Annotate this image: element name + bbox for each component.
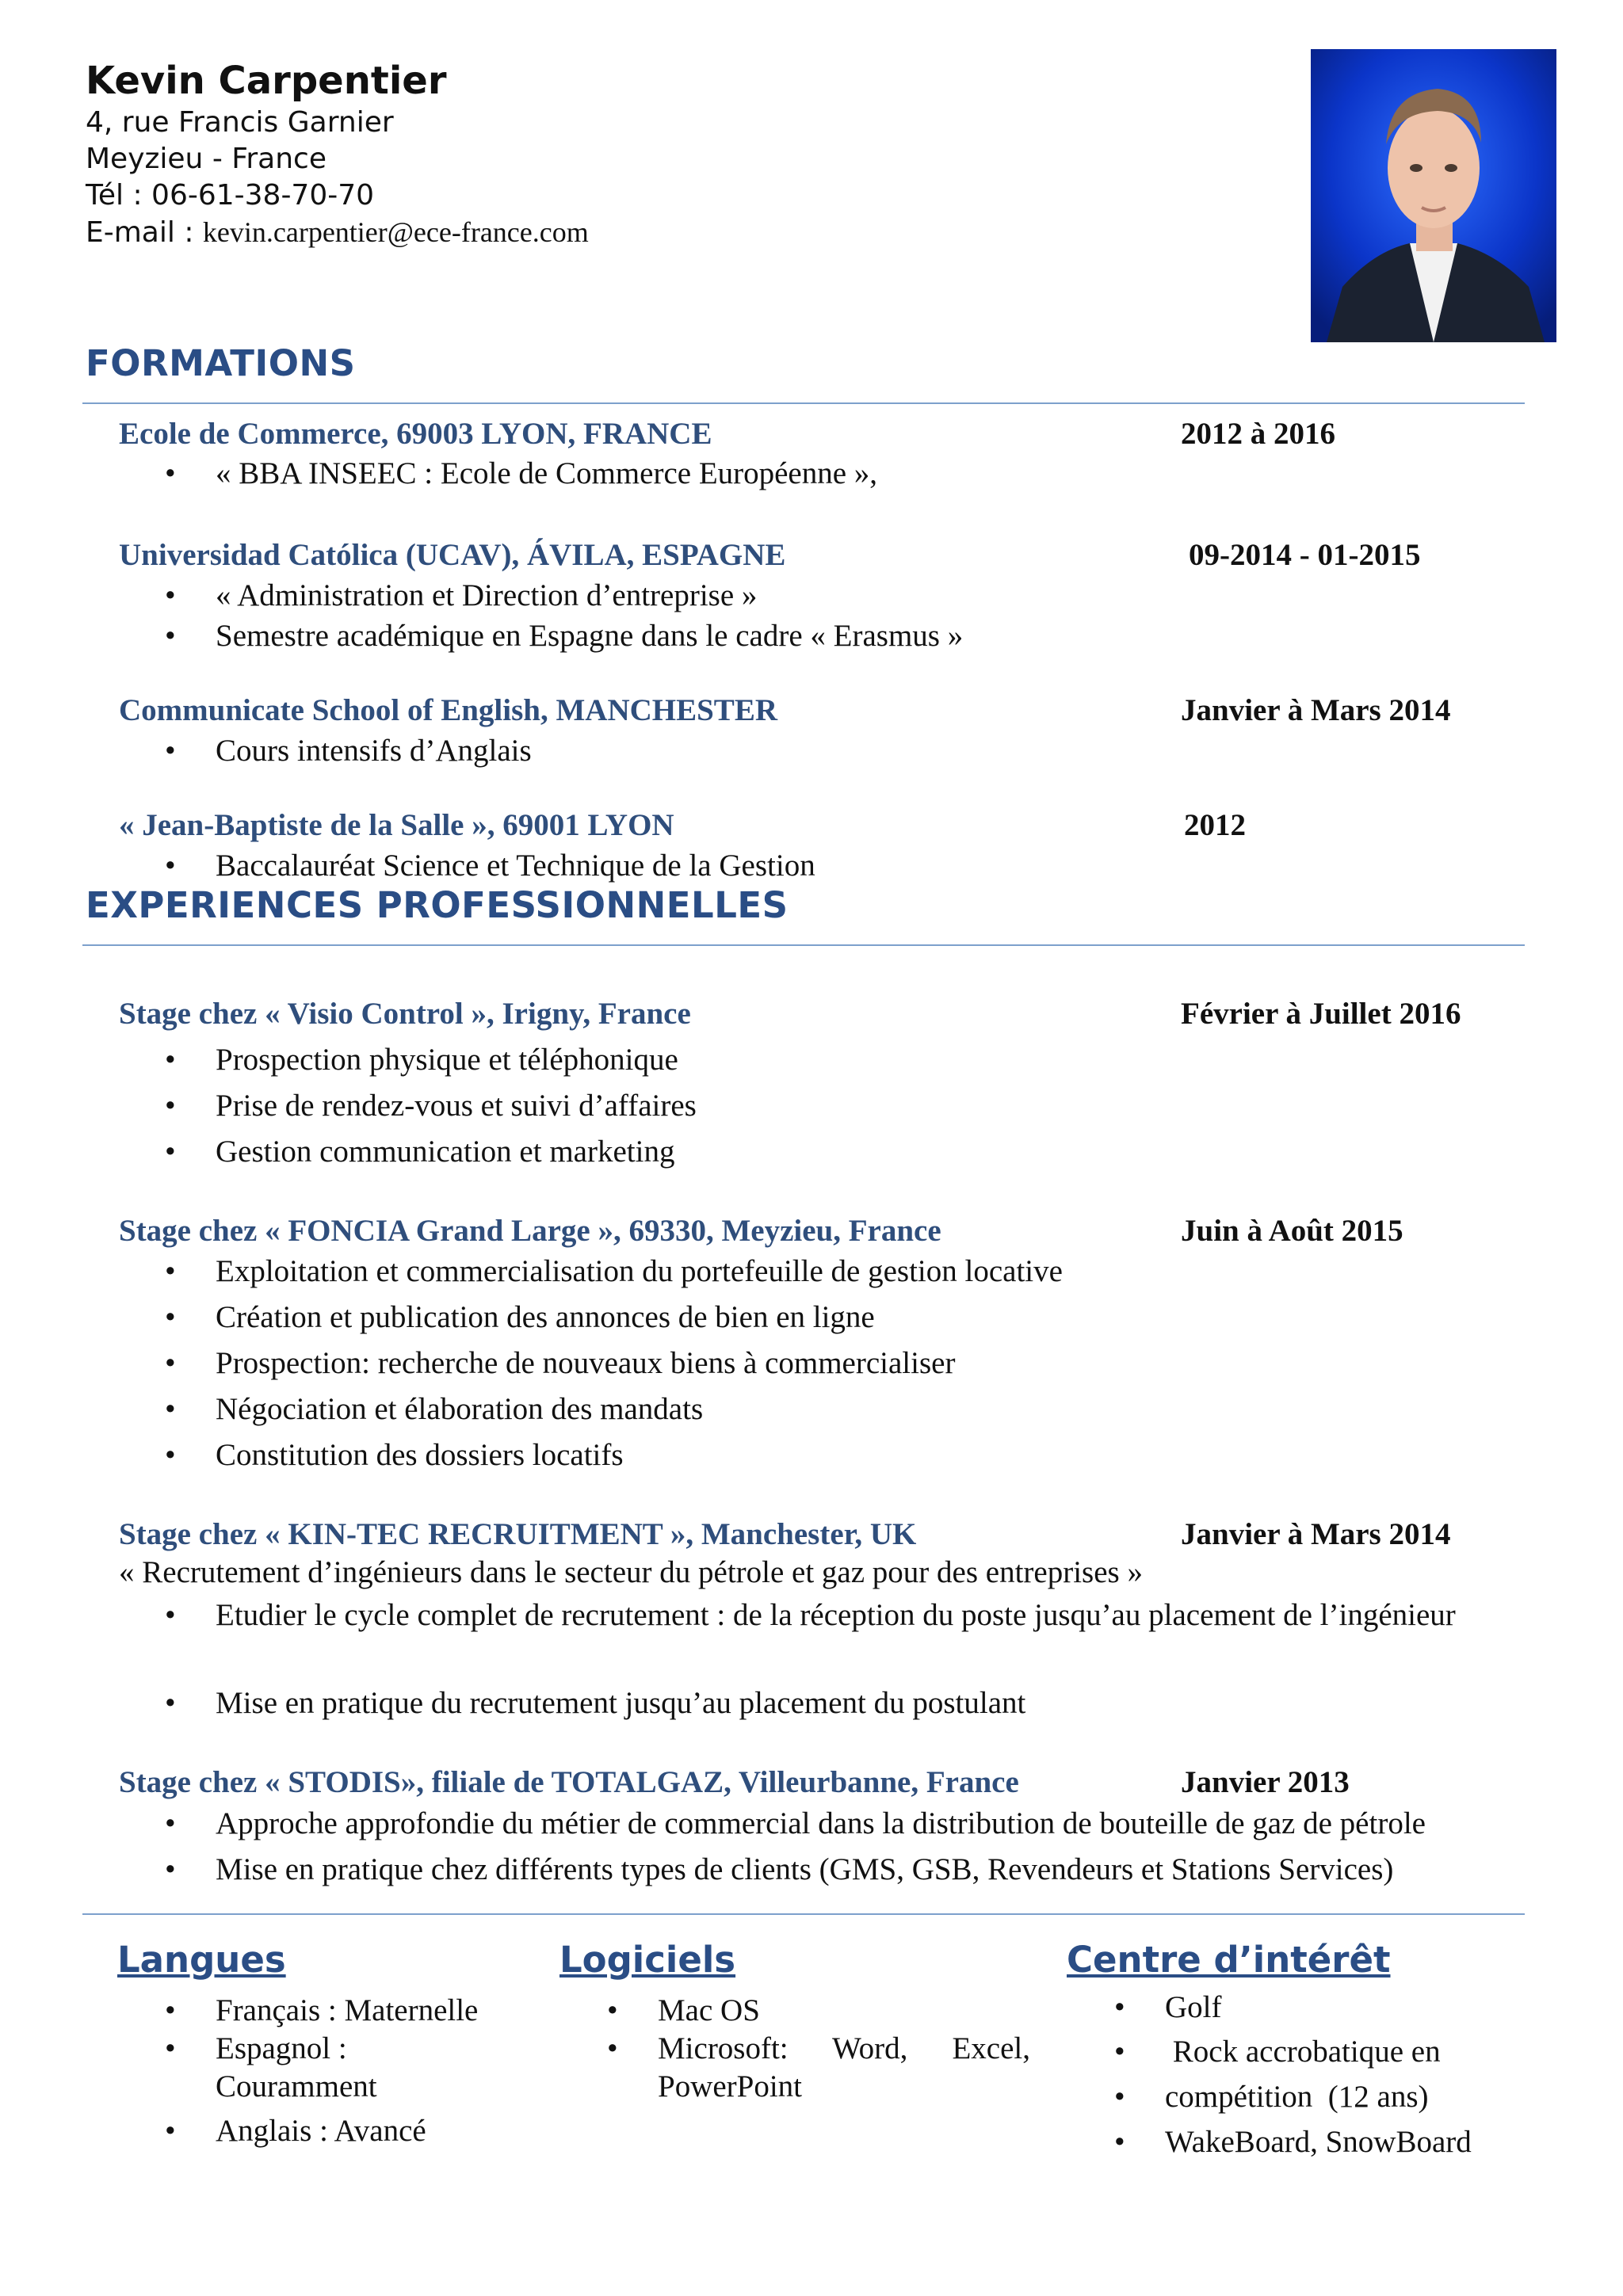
- profile-photo: [1311, 49, 1556, 342]
- bullet-dot: •: [165, 578, 176, 612]
- experience-subtitle: « Recrutement d’ingénieurs dans le secteur du pétrole et gaz pour des entreprises »: [119, 1555, 1143, 1589]
- experience-title: Stage chez « Visio Control », Irigny, France: [119, 997, 691, 1031]
- bullet-dot: •: [165, 1346, 176, 1380]
- candidate-name: Kevin Carpentier: [86, 59, 447, 103]
- interets-title: Centre d’intérêt: [1067, 1939, 1391, 1981]
- bullet-text: Mise en pratique chez différents types de clients (GMS, GSB, Revendeurs et Stations Services): [216, 1852, 1394, 1886]
- experiences-title: EXPERIENCES PROFESSIONNELLES: [86, 884, 789, 926]
- bottom-divider: [82, 1913, 1525, 1915]
- bullet-dot: •: [165, 1135, 176, 1169]
- bullet-dot: •: [165, 1254, 176, 1288]
- formation-school: Communicate School of English, MANCHESTER: [119, 693, 777, 727]
- bullet-text: Etudier le cycle complet de recrutement : de la réception du poste jusqu’au placement de l’ingénieur: [216, 1598, 1456, 1632]
- bullet-dot: •: [165, 1043, 176, 1077]
- bullet-text: Négociation et élaboration des mandats: [216, 1392, 704, 1426]
- experience-title: Stage chez « STODIS», filiale de TOTALGAZ, Villeurbanne, France: [119, 1765, 1019, 1799]
- bullet-dot: •: [165, 1852, 176, 1886]
- interet-text: compétition (12 ans): [1165, 2080, 1429, 2114]
- bullet-text: Approche approfondie du métier de commercial dans la distribution de bouteille de gaz de pétrole: [216, 1806, 1426, 1840]
- bullet-dot: •: [165, 1806, 176, 1840]
- interet-text: Golf: [1165, 1990, 1222, 2024]
- bullet-dot: •: [1114, 2125, 1125, 2159]
- bullet-dot: •: [1114, 2080, 1125, 2114]
- bullet-text: Cours intensifs d’Anglais: [216, 734, 532, 768]
- experience-date: Juin à Août 2015: [1181, 1214, 1403, 1248]
- bullet-text: Exploitation et commercialisation du portefeuille de gestion locative: [216, 1254, 1063, 1288]
- logiciel-text: Mac OS: [658, 1993, 760, 2027]
- bullet-text: Constitution des dossiers locatifs: [216, 1438, 624, 1472]
- bullet-dot: •: [165, 456, 176, 490]
- bullet-text: Création et publication des annonces de bien en ligne: [216, 1300, 875, 1334]
- bullet-dot: •: [165, 734, 176, 768]
- bullet-text: « BBA INSEEC : Ecole de Commerce Européenne »,: [216, 456, 878, 490]
- bullet-dot: •: [165, 1392, 176, 1426]
- bullet-text: Prise de rendez-vous et suivi d’affaires: [216, 1089, 697, 1123]
- bullet-text: Prospection: recherche de nouveaux biens à commercialiser: [216, 1346, 956, 1380]
- interet-text: Rock accrobatique en: [1165, 2035, 1441, 2069]
- bullet-dot: •: [165, 1300, 176, 1334]
- formations-divider: [82, 402, 1525, 404]
- bullet-text: Mise en pratique du recrutement jusqu’au placement du postulant: [216, 1686, 1026, 1720]
- logiciel-text: Microsoft: Word, Excel, PowerPoint: [658, 2031, 1030, 2103]
- bullet-text: « Administration et Direction d’entreprise »: [216, 578, 758, 612]
- bullet-dot: •: [165, 1089, 176, 1123]
- langues-title: Langues: [117, 1939, 286, 1981]
- formations-title: FORMATIONS: [86, 342, 356, 384]
- experience-date: Janvier à Mars 2014: [1181, 1517, 1451, 1551]
- logiciels-title: Logiciels: [559, 1939, 736, 1981]
- bullet-dot: •: [165, 1438, 176, 1472]
- phone: Tél : 06-61-38-70-70: [86, 179, 375, 212]
- langue-text: Espagnol : Couramment: [216, 2031, 377, 2103]
- experience-date: Janvier 2013: [1181, 1765, 1350, 1799]
- bullet-dot: •: [165, 849, 176, 883]
- bullet-dot: •: [607, 1993, 618, 2027]
- interet-text: WakeBoard, SnowBoard: [1165, 2125, 1472, 2159]
- bullet-dot: •: [1114, 1990, 1125, 2024]
- formation-school: Universidad Católica (UCAV), ÁVILA, ESPAGNE: [119, 538, 786, 572]
- formation-date: 09-2014 - 01-2015: [1189, 538, 1421, 572]
- bullet-text: Prospection physique et téléphonique: [216, 1043, 678, 1077]
- experience-title: Stage chez « KIN-TEC RECRUITMENT », Manchester, UK: [119, 1517, 917, 1551]
- experience-date: Février à Juillet 2016: [1181, 997, 1461, 1031]
- email-line: [86, 214, 589, 251]
- experiences-divider: [82, 944, 1525, 946]
- bullet-text: Gestion communication et marketing: [216, 1135, 675, 1169]
- bullet-dot: •: [607, 2031, 618, 2065]
- portrait-image: [1311, 49, 1556, 342]
- email-address: kevin.carpentier@ece-france.com: [202, 216, 589, 248]
- experience-title: Stage chez « FONCIA Grand Large », 69330, Meyzieu, France: [119, 1214, 941, 1248]
- formation-date: Janvier à Mars 2014: [1181, 693, 1451, 727]
- formation-school: « Jean-Baptiste de la Salle », 69001 LYON: [119, 808, 674, 842]
- formation-school: Ecole de Commerce, 69003 LYON, FRANCE: [119, 417, 712, 451]
- experience-bullet: [119, 1593, 1529, 1682]
- bullet-text: Semestre académique en Espagne dans le cadre « Erasmus »: [216, 619, 964, 653]
- address-line-2: Meyzieu - France: [86, 143, 327, 175]
- bullet-dot: •: [165, 1686, 176, 1720]
- formation-date: 2012 à 2016: [1181, 417, 1335, 451]
- bullet-text: Baccalauréat Science et Technique de la Gestion: [216, 849, 815, 883]
- bullet-dot: •: [165, 2114, 176, 2148]
- bullet-dot: •: [165, 619, 176, 653]
- formation-date: 2012: [1184, 808, 1246, 842]
- address-line-1: 4, rue Francis Garnier: [86, 106, 394, 139]
- bullet-dot: •: [1114, 2035, 1125, 2069]
- bullet-dot: •: [165, 1993, 176, 2027]
- bullet-dot: •: [165, 1598, 176, 1632]
- langue-text: Anglais : Avancé: [216, 2114, 426, 2148]
- langue-text: Français : Maternelle: [216, 1993, 479, 2027]
- bullet-dot: •: [165, 2031, 176, 2065]
- email-label: E-mail :: [86, 216, 203, 249]
